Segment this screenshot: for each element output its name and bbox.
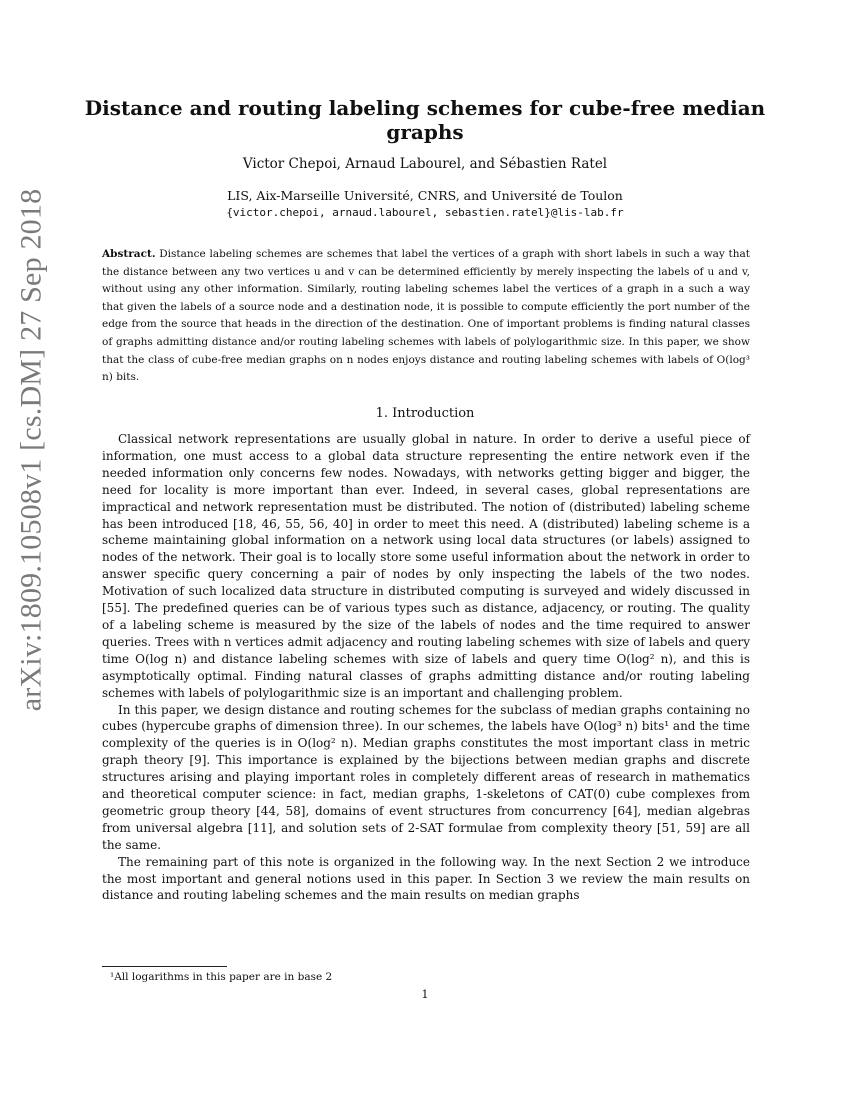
footnote-divider (102, 966, 227, 967)
arxiv-sidebar-stamp (2, 190, 60, 710)
author-emails: {victor.chepoi, arnaud.labourel, sebastien.ratel}@lis-lab.fr (226, 206, 624, 219)
abstract-label: Abstract. (102, 248, 156, 260)
paper-title: Distance and routing labeling schemes for cube-free median graphs (84, 96, 766, 144)
paragraph: Classical network representations are usually global in nature. In order to derive a useful piece of information, one must access to a global data structure representing the entire network even if the needed information only concerns few nodes. Nowadays, with networks getting bigger and bigger, the need for locality is more important than ever. Indeed, in several cases, global representations are impractical and network representation must be distributed. The notion of (distributed) labeling scheme has been introduced [18, 46, 55, 56, 40] in order to meet this need. A (distributed) labeling scheme is a scheme maintaining global information on a network using local data structures (or labels) assigned to nodes of the network. Their goal is to locally store some useful information about the network in order to answer specific query concerning a pair of nodes by only inspecting the labels of the two nodes. Motivation of such localized data structure in distributed computing is surveyed and widely discussed in [55]. The predefined queries can be of various types such as distance, adjacency, or routing. The quality of a labeling scheme is measured by the size of the labels of nodes and the time required to answer queries. Trees with n vertices admit adjacency and routing labeling schemes with size of labels and query time O(log n) and distance labeling schemes with size of labels and query time O(log² n), and this is asymptotically optimal. Finding natural classes of graphs admitting distance and/or routing labeling schemes with labels of polylogarithmic size is an important and challenging problem. (102, 432, 750, 700)
paragraph: In this paper, we design distance and routing schemes for the subclass of median graphs containing no cubes (hypercube graphs of dimension three). In our schemes, the labels have O(log³ n) bits¹ and the time complexity of the queries is in O(log² n). Median graphs constitutes the most important class in metric graph theory [9]. This importance is explained by the bijections between median graphs and discrete structures arising and playing important roles in completely different areas of research in mathematics and theoretical computer science: in fact, median graphs, 1-skeletons of CAT(0) cube complexes from geometric group theory [44, 58], domains of event structures from concurrency [64], median algebras from universal algebra [11], and solution sets of 2-SAT formulae from complexity theory [51, 59] are all the same. (102, 702, 750, 852)
footnote: ¹All logarithms in this paper are in base 2 (110, 971, 333, 983)
abstract-text: Distance labeling schemes are schemes that label the vertices of a graph with short labels in such a way that the distance between any two vertices u and v can be determined efficiently by merely inspecting the labels of u and v, without using any other information. Similarly, routing labeling schemes label the vertices of a graph in a such a way that given the labels of a source node and a destination node, it is possible to compute efficiently the port number of the edge from the source that heads in the direction of the destination. One of important problems is finding natural classes of graphs admitting distance and/or routing labeling schemes with labels of polylogarithmic size. In this paper, we show that the class of cube-free median graphs on n nodes enjoys distance and routing labeling schemes with labels of O(log³ n) bits. (102, 248, 750, 384)
affiliation-block (60, 187, 790, 221)
affiliation: LIS, Aix-Marseille Université, CNRS, and Université de Toulon (227, 188, 623, 203)
abstract (102, 246, 750, 387)
paragraph: The remaining part of this note is organized in the following way. In the next Section 2 we introduce the most important and general notions used in this paper. In Section 3 we review the main results on distance and routing labeling schemes and the main results on median graphs (102, 854, 750, 903)
arxiv-identifier: arXiv:1809.10508v1 [cs.DM] 27 Sep 2018 (14, 188, 47, 712)
section-heading-introduction: 1. Introduction (375, 406, 475, 421)
author-list: Victor Chepoi, Arnaud Labourel, and Sébastien Ratel (242, 156, 608, 172)
introduction-body (102, 431, 750, 904)
page-number: 1 (421, 988, 429, 1001)
